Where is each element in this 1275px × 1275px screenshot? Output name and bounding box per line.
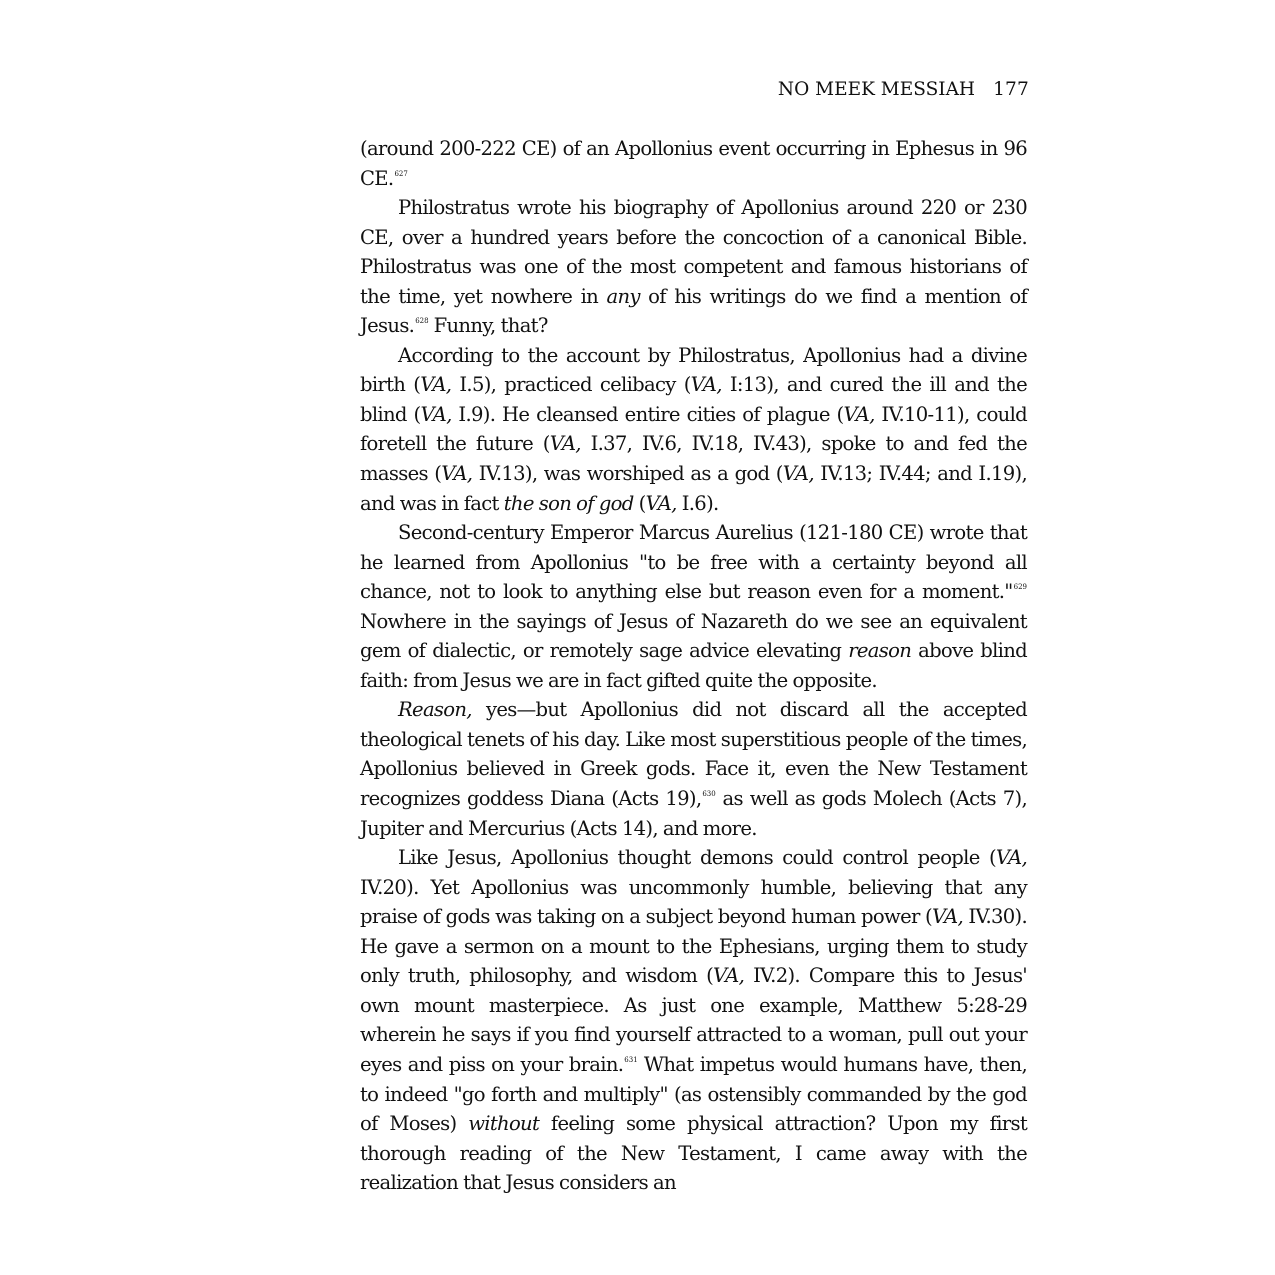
text-run: feeling some physical attraction? Upon my first thorough reading of the New Testament, I came away with the realization that Jesus considers an xyxy=(360,1112,1027,1195)
text-run: Nowhere in the sayings of Jesus of Nazareth do we see an equivalent gem of dialectic, or remotely sage advice elevating xyxy=(360,609,1027,663)
text-run: According to the account by Philostratus, Apollonius had a divine birth ( xyxy=(360,343,1027,397)
text-run: I.6). xyxy=(676,491,719,515)
italic-run: VA, xyxy=(420,373,452,397)
italic-run: VA, xyxy=(690,373,722,397)
running-title: NO MEEK MESSIAH xyxy=(777,79,976,100)
italic-run: VA, xyxy=(645,491,677,515)
italic-run: VA, xyxy=(420,402,452,426)
paragraph-4 xyxy=(360,518,1027,695)
page-number: 177 xyxy=(993,79,1029,100)
text-run: IV.2). Compare this to Jesus' own mount masterpiece. As just one example, Matthew 5:28-29 wherein he says if you find yourself attracted to a woman, pull out your eyes and piss on your brain. xyxy=(360,964,1027,1076)
text-run: IV.13; IV.44; and I.19), and was in fact xyxy=(360,462,1028,515)
italic-run: VA, xyxy=(549,432,581,456)
text-run: I.5), practiced celibacy ( xyxy=(451,373,691,397)
text-run: above blind faith: from Jesus we are in fact gifted quite the opposite. xyxy=(360,639,1028,692)
italic-run: Reason, xyxy=(398,698,472,722)
italic-run: reason xyxy=(848,639,912,663)
text-run: I.37, IV.6, IV.18, IV.43), spoke to and fed the masses ( xyxy=(360,432,1027,486)
italic-run: the son of god xyxy=(503,491,634,515)
text-run: IV.13), was worshiped as a god ( xyxy=(472,462,783,486)
text-run: IV.30). He gave a sermon on a mount to the Ephesians, urging them to study only truth, philosophy, and wisdom ( xyxy=(360,905,1027,988)
text-run: I.9). He cleansed entire cities of plague ( xyxy=(451,402,844,426)
italic-run: VA, xyxy=(995,846,1027,870)
paragraph-3 xyxy=(360,341,1027,518)
text-run: Philostratus wrote his biography of Apollonius around 220 or 230 CE, over a hundred years before the concoction of a canonical Bible. Philostratus was one of the most competent and famous historians of the time, yet nowhere in xyxy=(360,196,1027,308)
text-run: (around 200-222 CE) of an Apollonius event occurring in Ephesus in 96 CE. xyxy=(360,137,1027,190)
footnote-ref-629: 629 xyxy=(1013,583,1027,592)
text-run: yes—but Apollonius did not discard all the accepted theological tenets of his day. Like most superstitious people of the times, Apollonius believed in Greek gods. Face it, even the New Testament recognizes goddess Diana (Acts 19), xyxy=(360,698,1027,811)
text-run: Funny, that? xyxy=(428,314,548,338)
text-run: What impetus would humans have, then, to indeed "go forth and multiply" (as ostensibly commanded by the god of Moses) xyxy=(360,1052,1027,1136)
text-run: ( xyxy=(633,491,646,515)
paragraph-6 xyxy=(360,843,1027,1198)
italic-run: VA, xyxy=(843,402,875,426)
text-run: IV.10-11), could foretell the future ( xyxy=(360,402,1027,456)
italic-run: VA, xyxy=(782,462,814,486)
footnote-ref-630: 630 xyxy=(702,790,716,799)
footnote-ref-627: 627 xyxy=(394,169,408,178)
text-run: IV.20). Yet Apollonius was uncommonly humble, believing that any praise of gods was taking on a subject beyond human power ( xyxy=(360,875,1027,929)
running-head xyxy=(778,79,1029,100)
italic-run: VA, xyxy=(931,905,964,929)
text-run: Second-century Emperor Marcus Aurelius (121-180 CE) wrote that he learned from Apollonius "to be free with a certainty beyond all chance, not to look to anything else but reason even for a moment." xyxy=(360,521,1027,604)
italic-run: any xyxy=(606,284,640,308)
text-run: of his writings do we find a mention of Jesus. xyxy=(360,284,1027,338)
text-run: Like Jesus, Apollonius thought demons could control people ( xyxy=(398,846,996,870)
paragraph-2 xyxy=(360,193,1027,341)
footnote-ref-631: 631 xyxy=(624,1055,638,1064)
text-run: as well as gods Molech (Acts 7), Jupiter and Mercurius (Acts 14), and more. xyxy=(360,787,1027,840)
text-run: I:13), and cured the ill and the blind ( xyxy=(360,373,1027,426)
footnote-ref-628: 628 xyxy=(415,317,429,326)
italic-run: VA, xyxy=(441,462,473,486)
italic-run: VA, xyxy=(713,964,745,988)
paragraph-5 xyxy=(360,695,1027,843)
body-text xyxy=(360,134,1027,1198)
italic-run: without xyxy=(468,1112,540,1136)
paragraph-1 xyxy=(360,134,1027,193)
